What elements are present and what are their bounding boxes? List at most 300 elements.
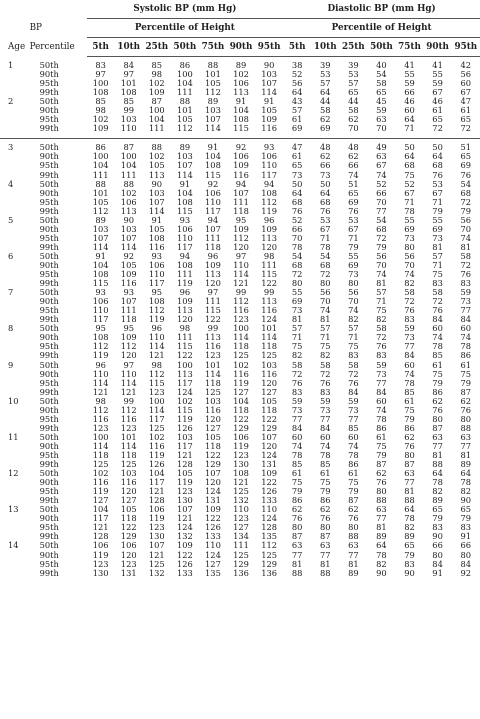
systolic-value: 104 <box>92 504 109 515</box>
diastolic-value: 57 <box>319 323 331 334</box>
diastolic-value: 86 <box>432 386 443 397</box>
systolic-value: 108 <box>92 269 109 280</box>
systolic-value: 109 <box>176 540 193 551</box>
diastolic-value: 83 <box>460 522 472 533</box>
diastolic-value: 65 <box>460 114 472 125</box>
diastolic-value: 70 <box>348 296 359 307</box>
diastolic-value: 56 <box>376 250 387 261</box>
age-cell <box>0 270 30 279</box>
diastolic-value: 77 <box>460 305 472 316</box>
diastolic-value: 63 <box>376 504 387 515</box>
diastolic-value: 74 <box>319 440 331 451</box>
diastolic-value: 73 <box>291 169 303 180</box>
diastolic-value: 54 <box>291 250 303 261</box>
systolic-value: 90 <box>263 60 275 71</box>
systolic-value: 117 <box>148 413 165 424</box>
diastolic-value: 65 <box>404 540 415 551</box>
systolic-value: 110 <box>233 260 249 270</box>
diastolic-value: 90 <box>376 567 387 578</box>
systolic-value: 99 <box>235 287 247 298</box>
systolic-value: 116 <box>148 241 165 252</box>
systolic-value: 114 <box>233 269 249 280</box>
diastolic-value: 81 <box>291 558 303 569</box>
diastolic-value: 84 <box>432 558 443 569</box>
diastolic-value: 91 <box>460 531 472 542</box>
systolic-value: 108 <box>205 160 221 171</box>
systolic-value: 114 <box>261 87 278 98</box>
age-cell: 1 <box>8 60 14 71</box>
systolic-value: 110 <box>92 368 109 379</box>
age-cell <box>0 342 30 351</box>
systolic-value: 104 <box>176 78 193 89</box>
systolic-value: 111 <box>233 196 249 207</box>
diastolic-value: 81 <box>432 241 443 252</box>
diastolic-value: 59 <box>404 323 415 334</box>
systolic-value: 120 <box>261 440 278 451</box>
systolic-value: 119 <box>148 513 165 524</box>
systolic-value: 115 <box>176 404 193 415</box>
systolic-value: 94 <box>207 214 219 225</box>
systolic-value: 123 <box>92 422 109 433</box>
diastolic-value: 79 <box>460 205 472 216</box>
age-cell <box>0 234 30 243</box>
diastolic-value: 52 <box>291 214 303 225</box>
systolic-value: 109 <box>261 468 278 479</box>
diastolic-value: 58 <box>404 287 415 298</box>
systolic-value: 114 <box>148 205 165 216</box>
diastolic-value: 48 <box>319 142 331 153</box>
systolic-value: 119 <box>92 549 109 560</box>
diastolic-value: 52 <box>291 69 303 80</box>
age-cell <box>0 478 30 487</box>
systolic-value: 110 <box>261 160 278 171</box>
systolic-value: 128 <box>92 531 109 542</box>
diastolic-value: 76 <box>432 404 443 415</box>
diastolic-value: 77 <box>460 440 472 451</box>
systolic-value: 107 <box>176 160 193 171</box>
systolic-value: 95 <box>95 323 106 334</box>
systolic-value: 86 <box>95 142 106 153</box>
systolic-value: 130 <box>148 531 165 542</box>
systolic-value: 127 <box>233 386 249 397</box>
systolic-value: 114 <box>205 368 221 379</box>
diastolic-value: 75 <box>291 477 303 488</box>
systolic-value: 92 <box>235 142 247 153</box>
systolic-value: 120 <box>233 241 249 252</box>
systolic-value: 116 <box>261 123 278 134</box>
systolic-value: 107 <box>176 504 193 515</box>
systolic-value: 114 <box>92 377 109 388</box>
bp-percentile-cell: 50th <box>39 468 59 479</box>
diastolic-value: 82 <box>291 350 303 361</box>
diastolic-value: 78 <box>376 413 387 424</box>
diastolic-value: 54 <box>376 69 387 80</box>
diastolic-value: 80 <box>348 278 359 289</box>
diastolic-value: 87 <box>460 386 472 397</box>
diastolic-value: 81 <box>460 241 472 252</box>
diastolic-value: 65 <box>376 87 387 98</box>
diastolic-value: 81 <box>291 314 303 325</box>
diastolic-value: 76 <box>348 513 359 524</box>
diastolic-value: 78 <box>432 341 443 352</box>
systolic-value: 113 <box>120 205 137 216</box>
bp-percentile-cell: 95th <box>39 341 59 352</box>
diastolic-value: 80 <box>376 486 387 497</box>
diastolic-value: 65 <box>291 160 303 171</box>
systolic-value: 120 <box>261 241 278 252</box>
diastolic-value: 61 <box>291 151 303 162</box>
systolic-value: 115 <box>205 169 221 180</box>
age-cell <box>0 70 30 79</box>
systolic-value: 92 <box>207 178 219 189</box>
diastolic-value: 61 <box>404 395 415 406</box>
systolic-value: 128 <box>176 459 193 470</box>
diastolic-value: 63 <box>319 540 331 551</box>
systolic-value: 115 <box>261 269 278 280</box>
systolic-value: 116 <box>92 413 109 424</box>
diastolic-value: 74 <box>460 232 472 243</box>
bp-percentile-cell: 99th <box>39 205 59 216</box>
bp-percentile-cell: 50th <box>39 214 59 225</box>
systolic-value: 101 <box>176 105 193 116</box>
systolic-value: 102 <box>148 151 165 162</box>
diastolic-value: 68 <box>404 160 415 171</box>
diastolic-value: 75 <box>460 368 472 379</box>
systolic-value: 132 <box>233 495 249 506</box>
systolic-value: 112 <box>261 196 278 207</box>
systolic-value: 116 <box>120 278 137 289</box>
systolic-value: 133 <box>261 495 278 506</box>
age-cell: 12 <box>8 468 19 479</box>
systolic-value: 121 <box>233 278 249 289</box>
systolic-value: 107 <box>92 232 109 243</box>
systolic-value: 107 <box>261 431 278 442</box>
bp-percentile-cell: 99th <box>39 278 59 289</box>
systolic-value: 121 <box>148 549 165 560</box>
systolic-value: 119 <box>261 205 278 216</box>
systolic-value: 119 <box>233 440 249 451</box>
systolic-value: 108 <box>92 332 109 343</box>
diastolic-value: 56 <box>460 214 472 225</box>
diastolic-value: 72 <box>404 296 415 307</box>
systolic-value: 115 <box>233 123 249 134</box>
diastolic-value: 76 <box>348 205 359 216</box>
diastolic-value: 80 <box>319 278 331 289</box>
diastolic-value: 80 <box>291 278 303 289</box>
diastolic-value: 64 <box>432 151 443 162</box>
diastolic-value: 55 <box>291 287 303 298</box>
diastolic-value: 72 <box>432 296 443 307</box>
diastolic-value: 63 <box>376 114 387 125</box>
systolic-value: 120 <box>205 278 221 289</box>
systolic-value: 109 <box>92 123 109 134</box>
systolic-value: 108 <box>233 468 249 479</box>
diastolic-value: 58 <box>376 323 387 334</box>
systolic-value: 117 <box>176 377 193 388</box>
systolic-value: 119 <box>176 278 193 289</box>
diastolic-value: 72 <box>319 368 331 379</box>
systolic-value: 131 <box>261 459 278 470</box>
systolic-value: 116 <box>205 404 221 415</box>
bp-percentile-cell: 99th <box>39 350 59 361</box>
age-cell <box>0 115 30 124</box>
systolic-value: 102 <box>233 69 249 80</box>
diastolic-value: 75 <box>319 477 331 488</box>
diastolic-value: 89 <box>376 531 387 542</box>
systolic-value: 123 <box>233 449 249 460</box>
diastolic-value: 84 <box>404 350 415 361</box>
systolic-value: 103 <box>261 69 278 80</box>
diastolic-value: 76 <box>460 169 472 180</box>
bp-percentile-cell: 50th <box>39 142 59 153</box>
diastolic-value: 59 <box>460 287 472 298</box>
diastolic-value: 61 <box>319 468 331 479</box>
diastolic-value: 83 <box>404 558 415 569</box>
systolic-value: 127 <box>92 495 109 506</box>
systolic-value: 120 <box>176 314 193 325</box>
systolic-value: 116 <box>233 169 249 180</box>
bp-percentile-cell: 50th <box>39 540 59 551</box>
bp-percentile-cell: 99th <box>39 495 59 506</box>
diastolic-value: 83 <box>432 522 443 533</box>
diastolic-value: 62 <box>348 151 359 162</box>
systolic-value: 90 <box>151 178 163 189</box>
diastolic-value: 78 <box>319 449 331 460</box>
systolic-value: 113 <box>148 169 165 180</box>
systolic-value: 132 <box>176 531 193 542</box>
systolic-value: 124 <box>205 549 221 560</box>
diastolic-value: 74 <box>319 305 331 316</box>
systolic-value: 99 <box>123 395 134 406</box>
systolic-value: 106 <box>233 78 249 89</box>
diastolic-value: 62 <box>291 504 303 515</box>
diastolic-value: 63 <box>291 540 303 551</box>
systolic-value: 122 <box>233 413 249 424</box>
diastolic-value: 74 <box>348 305 359 316</box>
systolic-value: 116 <box>261 305 278 316</box>
systolic-value: 118 <box>205 241 221 252</box>
diastolic-value: 54 <box>319 250 331 261</box>
bp-percentile-cell: 95th <box>39 196 59 207</box>
diastolic-value: 67 <box>319 223 331 234</box>
systolic-col-90th: 90th <box>227 38 255 57</box>
diastolic-value: 60 <box>291 431 303 442</box>
diastolic-value: 80 <box>460 413 472 424</box>
systolic-value: 118 <box>205 440 221 451</box>
diastolic-value: 74 <box>404 269 415 280</box>
diastolic-col-10th: 10th <box>311 38 339 57</box>
systolic-value: 105 <box>120 260 137 270</box>
diastolic-value: 59 <box>432 78 443 89</box>
systolic-value: 126 <box>176 558 193 569</box>
diastolic-value: 57 <box>348 78 359 89</box>
diastolic-value: 86 <box>404 422 415 433</box>
diastolic-value: 60 <box>460 323 472 334</box>
diastolic-value: 76 <box>404 305 415 316</box>
systolic-value: 124 <box>176 522 193 533</box>
diastolic-value: 65 <box>460 151 472 162</box>
diastolic-value: 59 <box>348 395 359 406</box>
systolic-value: 126 <box>261 486 278 497</box>
systolic-value: 110 <box>261 504 278 515</box>
systolic-value: 104 <box>233 395 249 406</box>
diastolic-value: 75 <box>319 341 331 352</box>
diastolic-value: 64 <box>404 114 415 125</box>
bp-percentile-cell: 99th <box>39 241 59 252</box>
systolic-value: 104 <box>92 260 109 270</box>
diastolic-value: 57 <box>319 78 331 89</box>
diastolic-value: 86 <box>460 350 472 361</box>
diastolic-value: 69 <box>319 123 331 134</box>
diastolic-value: 74 <box>376 269 387 280</box>
systolic-value: 115 <box>205 305 221 316</box>
age-cell: 14 <box>8 540 19 551</box>
diastolic-value: 76 <box>376 341 387 352</box>
age-cell <box>0 106 30 115</box>
systolic-value: 83 <box>95 60 106 71</box>
diastolic-value: 79 <box>460 377 472 388</box>
systolic-value: 89 <box>179 142 191 153</box>
diastolic-value: 44 <box>348 96 359 107</box>
bp-percentile-cell: 95th <box>39 305 59 316</box>
diastolic-value: 71 <box>432 260 443 270</box>
diastolic-value: 63 <box>460 431 472 442</box>
diastolic-value: 81 <box>432 449 443 460</box>
diastolic-value: 89 <box>460 459 472 470</box>
diastolic-value: 83 <box>460 278 472 289</box>
diastolic-value: 87 <box>348 495 359 506</box>
diastolic-value: 62 <box>348 504 359 515</box>
age-cell <box>0 406 30 415</box>
age-cell: 9 <box>8 359 14 370</box>
diastolic-col-50th: 50th <box>367 38 395 57</box>
diastolic-value: 79 <box>432 377 443 388</box>
systolic-value: 126 <box>148 459 165 470</box>
diastolic-value: 56 <box>460 69 472 80</box>
diastolic-value: 74 <box>432 332 443 343</box>
diastolic-value: 50 <box>319 178 331 189</box>
systolic-value: 111 <box>120 305 137 316</box>
diastolic-value: 53 <box>348 69 359 80</box>
systolic-value: 111 <box>176 269 193 280</box>
systolic-value: 100 <box>148 105 165 116</box>
diastolic-value: 72 <box>291 368 303 379</box>
age-cell <box>0 333 30 342</box>
age-cell <box>0 279 30 288</box>
systolic-value: 98 <box>263 250 275 261</box>
systolic-value: 122 <box>120 522 137 533</box>
diastolic-value: 48 <box>348 142 359 153</box>
systolic-value: 106 <box>233 431 249 442</box>
diastolic-value: 76 <box>348 377 359 388</box>
systolic-value: 96 <box>179 287 191 298</box>
systolic-value: 126 <box>205 522 221 533</box>
systolic-value: 121 <box>148 350 165 361</box>
systolic-value: 129 <box>205 459 221 470</box>
diastolic-value: 82 <box>404 522 415 533</box>
systolic-value: 122 <box>176 549 193 560</box>
diastolic-value: 61 <box>291 468 303 479</box>
systolic-value: 105 <box>148 223 165 234</box>
systolic-value: 102 <box>148 78 165 89</box>
systolic-value: 110 <box>148 332 165 343</box>
diastolic-value: 75 <box>291 341 303 352</box>
systolic-value: 119 <box>233 377 249 388</box>
diastolic-value: 83 <box>404 314 415 325</box>
systolic-value: 113 <box>205 332 221 343</box>
diastolic-value: 50 <box>291 178 303 189</box>
systolic-value: 98 <box>151 359 163 370</box>
blank-header <box>0 19 30 38</box>
diastolic-value: 58 <box>376 78 387 89</box>
systolic-value: 117 <box>148 477 165 488</box>
diastolic-value: 67 <box>432 87 443 98</box>
diastolic-value: 76 <box>432 305 443 316</box>
systolic-value: 97 <box>235 250 247 261</box>
bp-percentile-cell: 90th <box>39 404 59 415</box>
age-cell <box>0 124 30 133</box>
diastolic-value: 85 <box>348 422 359 433</box>
systolic-value: 108 <box>261 187 278 198</box>
diastolic-value: 49 <box>376 142 387 153</box>
diastolic-value: 61 <box>460 105 472 116</box>
diastolic-value: 71 <box>404 123 415 134</box>
systolic-value: 109 <box>233 223 249 234</box>
diastolic-value: 79 <box>348 486 359 497</box>
diastolic-value: 87 <box>376 459 387 470</box>
diastolic-value: 57 <box>291 105 303 116</box>
systolic-height-subheader: Percentile of Height <box>87 19 284 38</box>
age-cell <box>0 261 30 270</box>
systolic-value: 135 <box>261 531 278 542</box>
age-cell: 8 <box>8 323 14 334</box>
systolic-value: 104 <box>148 114 165 125</box>
systolic-value: 121 <box>233 477 249 488</box>
diastolic-value: 50 <box>404 142 415 153</box>
systolic-value: 127 <box>205 422 221 433</box>
diastolic-col-25th: 25th <box>339 38 367 57</box>
diastolic-value: 83 <box>291 386 303 397</box>
diastolic-value: 53 <box>432 178 443 189</box>
systolic-value: 125 <box>233 486 249 497</box>
systolic-value: 106 <box>92 296 109 307</box>
systolic-value: 127 <box>205 558 221 569</box>
systolic-value: 103 <box>92 223 109 234</box>
bp-percentile-cell: 95th <box>39 558 59 569</box>
diastolic-value: 59 <box>291 395 303 406</box>
age-cell <box>0 225 30 234</box>
bp-percentile-cell: 95th <box>39 114 59 125</box>
blank-header <box>30 0 87 19</box>
systolic-value: 105 <box>261 395 278 406</box>
systolic-value: 85 <box>151 60 163 71</box>
systolic-value: 116 <box>148 440 165 451</box>
diastolic-value: 75 <box>432 269 443 280</box>
systolic-col-95th: 95th <box>255 38 283 57</box>
diastolic-value: 85 <box>319 459 331 470</box>
diastolic-value: 58 <box>460 250 472 261</box>
systolic-value: 114 <box>148 341 165 352</box>
diastolic-value: 70 <box>404 260 415 270</box>
systolic-value: 110 <box>176 232 193 243</box>
systolic-value: 102 <box>92 114 109 125</box>
systolic-value: 109 <box>205 504 221 515</box>
diastolic-value: 78 <box>432 477 443 488</box>
diastolic-value: 77 <box>404 477 415 488</box>
diastolic-value: 88 <box>432 459 443 470</box>
systolic-value: 125 <box>148 422 165 433</box>
systolic-value: 87 <box>123 142 134 153</box>
